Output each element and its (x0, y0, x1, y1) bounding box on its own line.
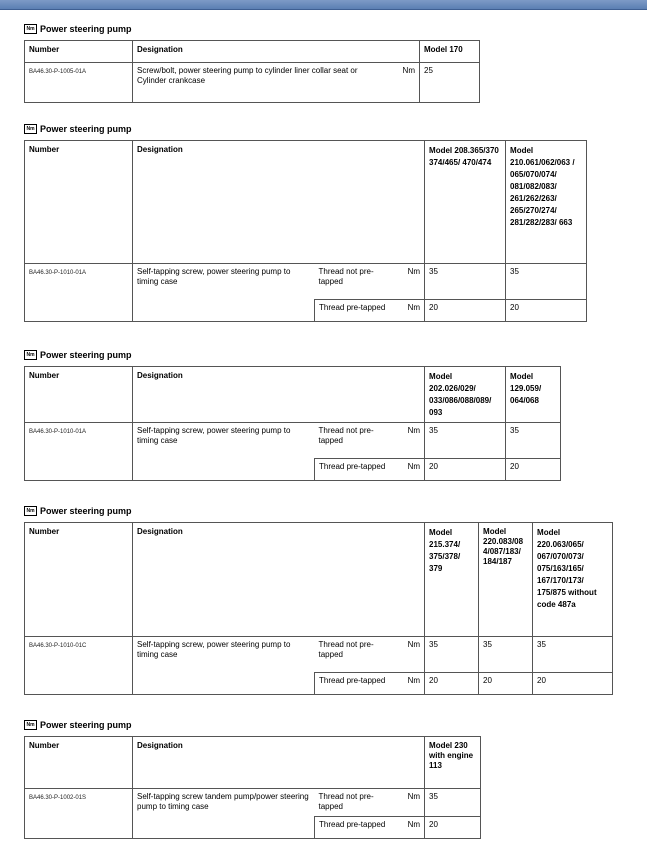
torque-nm-icon: Nm (24, 24, 37, 34)
table-row (25, 63, 480, 103)
model-header: Model 220.063/065/ 067/070/073/ 075/163/165/ 167/170/173/ 175/875 without code 487a (533, 523, 613, 637)
torque-nm-icon: Nm (24, 124, 37, 134)
torque-value: 35 (425, 264, 506, 300)
torque-nm-icon: Nm (24, 350, 37, 360)
window-top-bar (0, 0, 647, 10)
model-header: Model 210.061/062/063 / 065/070/074/ 081/082/083/ 261/262/263/ 265/270/274/ 281/282/283/ 663 (506, 141, 587, 264)
number-header: Number (25, 41, 133, 63)
model-header: Model 230 with engine 113 (425, 737, 481, 789)
unit: Nm (400, 423, 425, 459)
torque-value: 20 (425, 817, 481, 839)
table-header-row (25, 737, 481, 789)
number-header: Number (25, 141, 133, 264)
section-2 (24, 123, 587, 322)
designation: Self-tapping screw, power steering pump to timing case (133, 637, 315, 673)
table-row (25, 673, 613, 695)
torque-table (24, 736, 481, 839)
section-title: Power steering pump (40, 720, 132, 730)
number-header: Number (25, 523, 133, 637)
part-number: BA46.30-P-1002-01S (25, 789, 133, 817)
table-header-row (25, 41, 480, 63)
part-number: BA46.30-P-1005-01A (25, 63, 133, 103)
torque-table (24, 522, 613, 695)
condition: Thread pre-tapped (315, 459, 400, 481)
table-row (25, 817, 481, 839)
torque-value: 20 (506, 459, 561, 481)
section-heading (24, 505, 613, 517)
torque-value: 20 (533, 673, 613, 695)
torque-value: 20 (506, 300, 587, 322)
section-1 (24, 23, 480, 103)
section-title: Power steering pump (40, 506, 132, 516)
designation-header: Designation (133, 367, 425, 423)
table-row (25, 423, 561, 459)
section-heading (24, 123, 587, 135)
model-header: Model 170 (420, 41, 480, 63)
model-header: Model 202.026/029/ 033/086/088/089/ 093 (425, 367, 506, 423)
unit: Nm (400, 817, 425, 839)
designation-header: Designation (133, 523, 425, 637)
designation: Self-tapping screw tandem pump/power steering pump to timing case (133, 789, 315, 817)
torque-value: 35 (425, 789, 481, 817)
section-heading (24, 349, 561, 361)
unit: Nm (393, 63, 420, 103)
unit: Nm (400, 673, 425, 695)
part-number: BA46.30-P-1010-01C (25, 637, 133, 673)
condition: Thread not pre-tapped (315, 264, 400, 300)
torque-table (24, 366, 561, 481)
condition: Thread pre-tapped (315, 300, 400, 322)
condition: Thread not pre-tapped (315, 423, 400, 459)
torque-value: 20 (425, 459, 506, 481)
table-row (25, 459, 561, 481)
model-header: Model 129.059/ 064/068 (506, 367, 561, 423)
table-row (25, 789, 481, 817)
designation-header: Designation (133, 41, 420, 63)
torque-nm-icon: Nm (24, 720, 37, 730)
torque-value: 35 (506, 264, 587, 300)
condition: Thread pre-tapped (315, 673, 400, 695)
torque-value: 20 (425, 300, 506, 322)
torque-table (24, 140, 587, 322)
section-4 (24, 505, 613, 695)
section-title: Power steering pump (40, 24, 132, 34)
model-header: Model 220.083/08 4/087/183/ 184/187 (479, 523, 533, 637)
model-header: Model 208.365/370 374/465/ 470/474 (425, 141, 506, 264)
torque-value: 35 (425, 637, 479, 673)
torque-nm-icon: Nm (24, 506, 37, 516)
table-header-row (25, 523, 613, 637)
section-title: Power steering pump (40, 124, 132, 134)
torque-value: 35 (479, 637, 533, 673)
torque-value: 35 (506, 423, 561, 459)
unit: Nm (400, 637, 425, 673)
torque-table (24, 40, 480, 103)
part-number: BA46.30-P-1010-01A (25, 423, 133, 459)
unit: Nm (400, 300, 425, 322)
table-row (25, 300, 587, 322)
number-header: Number (25, 367, 133, 423)
condition: Thread pre-tapped (315, 817, 400, 839)
section-5 (24, 719, 481, 839)
section-heading (24, 23, 480, 35)
section-heading (24, 719, 481, 731)
number-header: Number (25, 737, 133, 789)
designation: Screw/bolt, power steering pump to cylinder liner collar seat or Cylinder crankcase (133, 63, 393, 103)
condition: Thread not pre-tapped (315, 789, 400, 817)
designation: Self-tapping screw, power steering pump to timing case (133, 423, 315, 459)
part-number: BA46.30-P-1010-01A (25, 264, 133, 300)
torque-value: 35 (533, 637, 613, 673)
torque-value: 20 (479, 673, 533, 695)
unit: Nm (400, 459, 425, 481)
table-row (25, 264, 587, 300)
torque-value: 25 (420, 63, 480, 103)
designation: Self-tapping screw, power steering pump to timing case (133, 264, 315, 300)
table-header-row (25, 141, 587, 264)
unit: Nm (400, 789, 425, 817)
table-row (25, 637, 613, 673)
designation-header: Designation (133, 141, 425, 264)
table-header-row (25, 367, 561, 423)
designation-header: Designation (133, 737, 425, 789)
section-3 (24, 349, 561, 481)
section-title: Power steering pump (40, 350, 132, 360)
condition: Thread not pre-tapped (315, 637, 400, 673)
unit: Nm (400, 264, 425, 300)
torque-value: 20 (425, 673, 479, 695)
model-header: Model 215.374/ 375/378/ 379 (425, 523, 479, 637)
torque-value: 35 (425, 423, 506, 459)
